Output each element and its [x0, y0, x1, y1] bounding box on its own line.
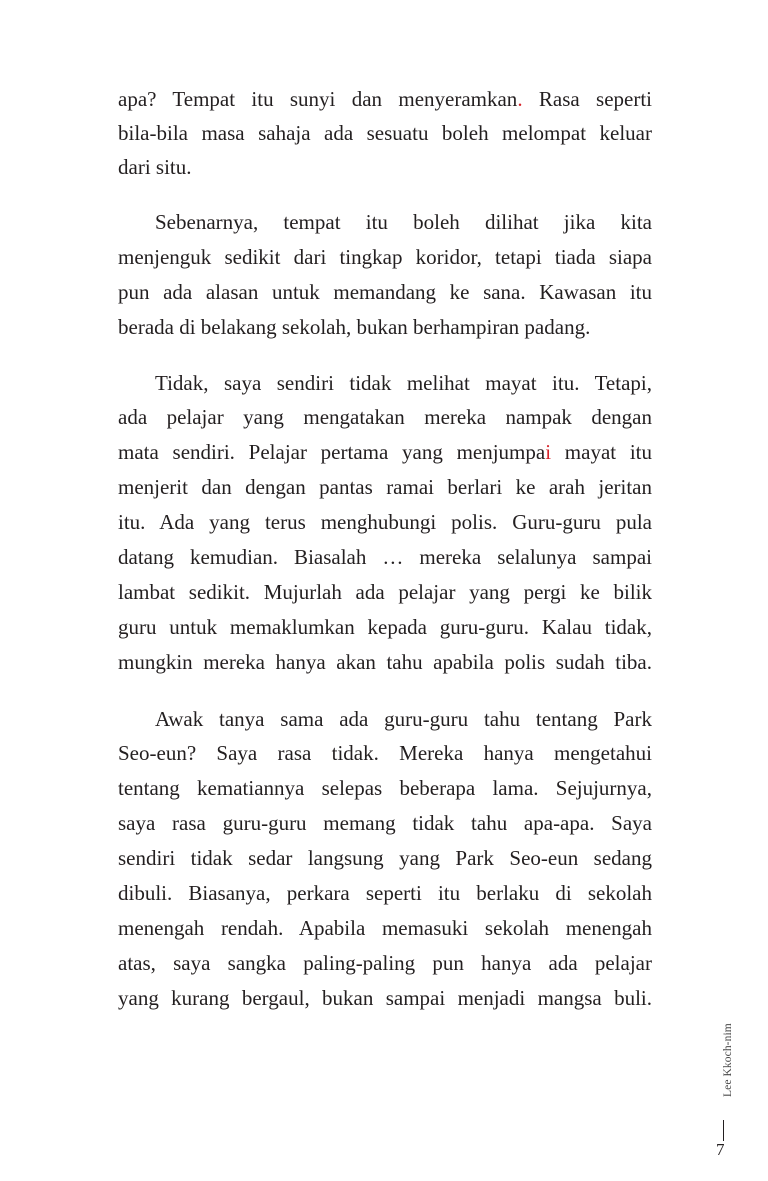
paragraph-4-line-4: saya rasa guru-guru memang tidak tahu apa-apa. Saya: [118, 811, 652, 835]
red-letter: i: [545, 440, 552, 464]
paragraph-2-line-1: Sebenarnya, tempat itu boleh dilihat jika kita: [155, 210, 652, 234]
paragraph-3-line-9: mungkin mereka hanya akan tahu apabila polis sudah tiba.: [118, 650, 652, 674]
paragraph-3-line-3: [118, 435, 652, 469]
paragraph-3-line-6: datang kemudian. Biasalah … mereka selalunya sampai: [118, 545, 652, 569]
running-footer-author: Lee Kkoch-nim: [722, 1023, 734, 1097]
paragraph-4-line-7: menengah rendah. Apabila memasuki sekolah menengah: [118, 916, 652, 940]
paragraph-3-line-1: Tidak, saya sendiri tidak melihat mayat itu. Tetapi,: [155, 371, 652, 395]
red-period: .: [517, 87, 523, 111]
paragraph-3-line-2: ada pelajar yang mengatakan mereka nampak dengan: [118, 405, 652, 429]
paragraph-3-line-7: lambat sedikit. Mujurlah ada pelajar yang pergi ke bilik: [118, 580, 652, 604]
paragraph-2-line-2: menjenguk sedikit dari tingkap koridor, tetapi tiada siapa: [118, 245, 652, 269]
paragraph-1-line-3: dari situ.: [118, 155, 192, 179]
paragraph-2-line-3: pun ada alasan untuk memandang ke sana. Kawasan itu: [118, 280, 652, 304]
paragraph-4-line-6: dibuli. Biasanya, perkara seperti itu berlaku di sekolah: [118, 881, 652, 905]
paragraph-3-line-5: itu. Ada yang terus menghubungi polis. Guru-guru pula: [118, 510, 652, 534]
paragraph-3-line-4: menjerit dan dengan pantas ramai berlari ke arah jeritan: [118, 475, 652, 499]
paragraph-1-line-2: bila-bila masa sahaja ada sesuatu boleh melompat keluar: [118, 121, 652, 145]
paragraph-4-line-2: Seo-eun? Saya rasa tidak. Mereka hanya mengetahui: [118, 741, 652, 765]
paragraph-4-line-9: yang kurang bergaul, bukan sampai menjadi mangsa buli.: [118, 986, 652, 1010]
paragraph-4-line-8: atas, saya sangka paling-paling pun hanya ada pelajar: [118, 951, 652, 975]
text-run: mata sendiri. Pelajar pertama yang menjump: [118, 440, 536, 464]
page-number: 7: [716, 1140, 725, 1159]
paragraph-1-line-1: [118, 82, 652, 116]
paragraph-4-line-3: tentang kematiannya selepas beberapa lama. Sejujurnya,: [118, 776, 652, 800]
text-run: mayat itu: [551, 440, 652, 464]
text-run: a: [535, 440, 546, 464]
paragraph-3-line-8: guru untuk memaklumkan kepada guru-guru. Kalau tidak,: [118, 615, 652, 639]
paragraph-4-line-1: Awak tanya sama ada guru-guru tahu tentang Park: [155, 707, 652, 731]
paragraph-2-line-4: berada di belakang sekolah, bukan berhampiran padang.: [118, 315, 591, 339]
text-run: apa? Tempat itu sunyi dan menyeramkan: [118, 87, 518, 111]
text-run: Rasa seperti: [522, 87, 653, 111]
paragraph-4-line-5: sendiri tidak sedar langsung yang Park Seo-eun sedang: [118, 846, 652, 870]
footer-divider: [723, 1120, 724, 1141]
